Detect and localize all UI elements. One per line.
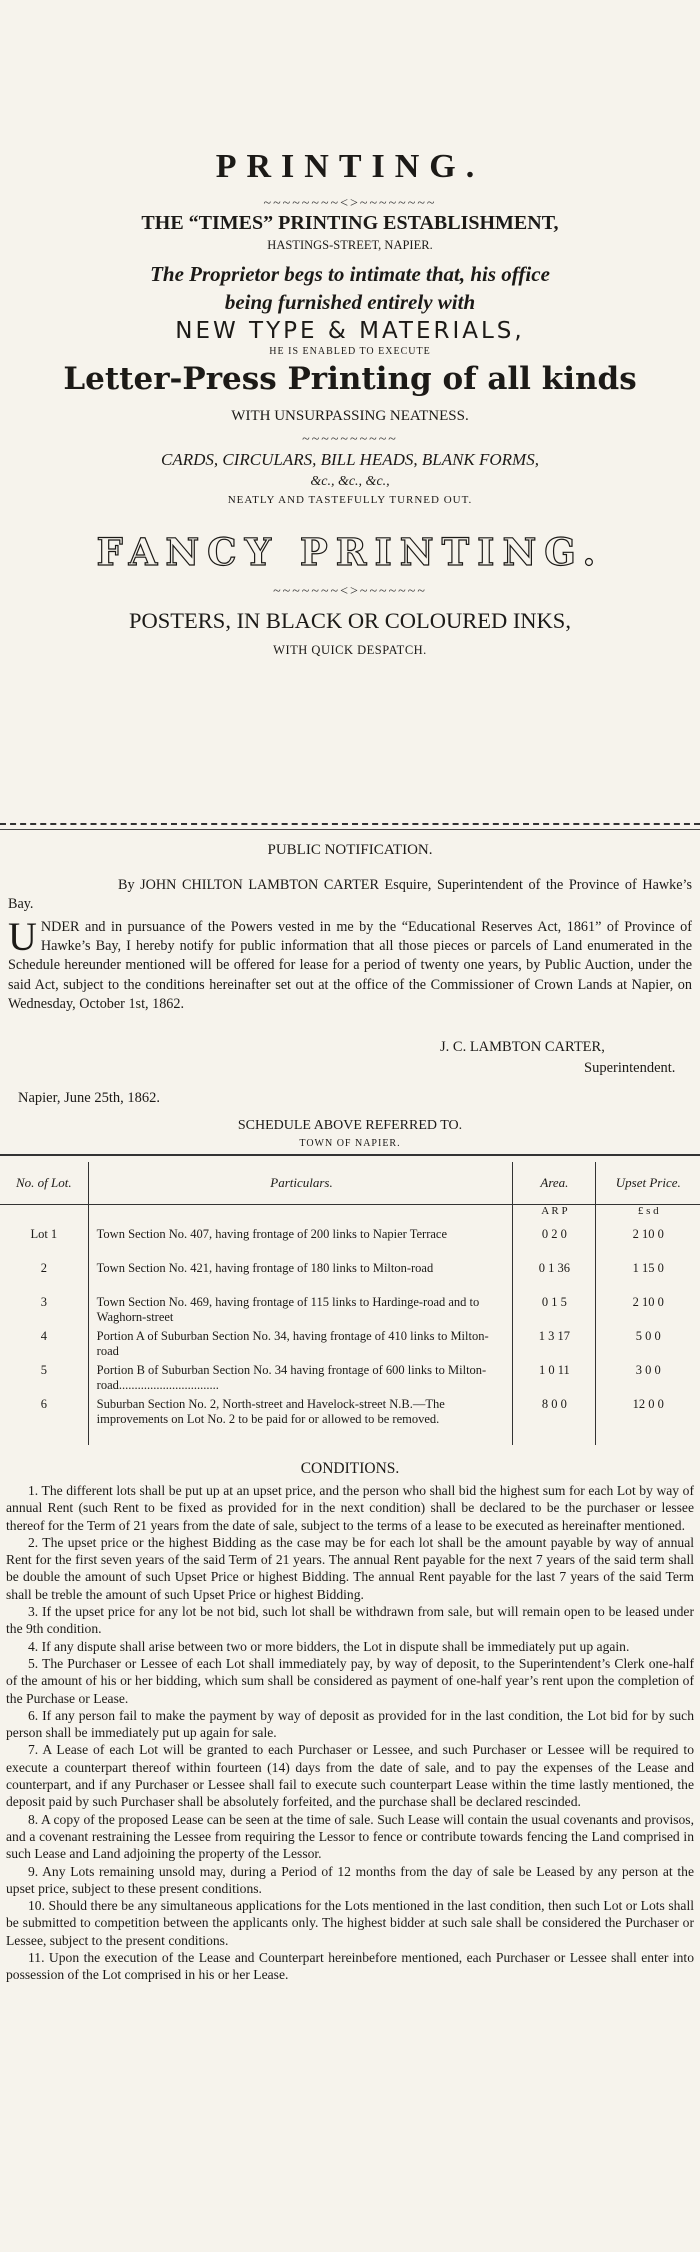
lot-price: 12 0 0 <box>632 1397 664 1411</box>
separator-rule <box>0 823 700 825</box>
lot-number: 3 <box>0 1295 88 1329</box>
lot-particulars: Town Section No. 421, having frontage of 180 links to Milton-road <box>88 1261 513 1295</box>
advert-new-type: NEW TYPE & MATERIALS, <box>175 318 525 344</box>
lot-number: 4 <box>0 1329 88 1363</box>
lot-price: 1 15 0 <box>632 1261 664 1275</box>
advert-fancy-printing: FANCY PRINTING. <box>96 530 604 574</box>
advert-title: PRINTING. <box>215 148 485 185</box>
condition-item: 5. The Purchaser or Lessee of each Lot shall immediately pay, by way of deposit, to the Superintendent’s Clerk one-half of the amount of his or her bidding, which sum shall be considered as payment of one-half year’s rent upon the completion of the Purchase or Lease. <box>6 1655 694 1706</box>
lot-particulars: Town Section No. 407, having frontage of 200 links to Napier Terrace <box>88 1227 513 1261</box>
lot-price: 2 10 0 <box>632 1227 664 1241</box>
advert-letterpress: Letter-Press Printing of all kinds <box>63 361 637 397</box>
advert-neatness: WITH UNSURPASSING NEATNESS. <box>231 408 469 424</box>
header-lot: No. of Lot. <box>0 1162 88 1205</box>
conditions-heading: CONDITIONS. <box>300 1460 400 1477</box>
area-units: A R P <box>513 1205 596 1228</box>
lot-number: 5 <box>0 1363 88 1397</box>
condition-item: 3. If the upset price for any lot be not bid, such lot shall be withdrawn from sale, but will remain open to be leased under the 9th condition. <box>6 1604 694 1637</box>
advert-ornament3: ~~~~~~~<>~~~~~~~ <box>273 584 427 599</box>
condition-item: 11. Upon the execution of the Lease and Counterpart hereinbefore mentioned, each Purchaser or Lessee shall enter into possession of the Lot comprised in his or her Lease. <box>6 1950 694 1983</box>
lot-area: 1 0 11 <box>513 1363 596 1397</box>
table-row <box>0 1227 700 1261</box>
notice-heading: PUBLIC NOTIFICATION. <box>267 842 433 858</box>
advert-intro-line2: being furnished entirely with <box>224 290 476 314</box>
header-particulars: Particulars. <box>88 1162 513 1205</box>
lot-particulars: Portion A of Suburban Section No. 34, having frontage of 410 links to Milton-road <box>88 1329 513 1363</box>
table-row <box>0 1261 700 1295</box>
condition-item: 9. Any Lots remaining unsold may, during a Period of 12 months from the day of sale be Leased by any person at the upset price, subject to these present conditions. <box>6 1863 694 1896</box>
notice-date: Napier, June 25th, 1862. <box>18 1090 160 1106</box>
table-row <box>0 1295 700 1329</box>
notice-body-text: NDER and in pursuance of the Powers vested in me by the “Educational Reserves Act, 1861” of Province of Hawke’s Bay, I hereby notify for public information that all those pieces or parcels of Land enumerated in the Schedule hereunder mentioned will be offered for lease for a period of twenty one years, by Public Auction, under the said Act, subject to the conditions hereinafter set out at the office of the Commissioner of Crown Lands at Napier, on Wednesday, October 1st, 1862. <box>8 919 692 1012</box>
advert-posters: POSTERS, IN BLACK OR COLOURED INKS, <box>129 608 571 633</box>
advert-despatch: WITH QUICK DESPATCH. <box>273 643 427 657</box>
advert-ornament2: ~~~~~~~~~~ <box>302 432 398 447</box>
advert-turned-out: NEATLY AND TASTEFULLY TURNED OUT. <box>227 494 473 506</box>
advert-intro-line1: The Proprietor begs to intimate that, his office <box>150 262 550 286</box>
notice-body <box>8 914 692 1014</box>
notice-by-line: By JOHN CHILTON LAMBTON CARTER Esquire, Superintendent of the Province of Hawke’s Bay. <box>8 877 692 913</box>
schedule-top-rule <box>0 1154 700 1156</box>
lot-particulars: Portion B of Suburban Section No. 34 having frontage of 600 links to Milton-road................................ <box>88 1363 513 1397</box>
table-row <box>0 1329 700 1363</box>
advert-cards: CARDS, CIRCULARS, BILL HEADS, BLANK FORMS, <box>161 450 539 469</box>
condition-item: 4. If any dispute shall arise between two or more bidders, the Lot in dispute shall be immediately put up again. <box>28 1638 630 1654</box>
condition-item: 6. If any person fail to make the payment by way of deposit as provided for in the last condition, the Lot bid for by such person shall be immediately put up again for sale. <box>6 1707 694 1741</box>
lot-price: 2 10 0 <box>632 1295 664 1309</box>
notice-dropcap: U <box>8 914 37 959</box>
lot-price: 3 0 0 <box>635 1363 661 1377</box>
advert-establishment: THE “TIMES” PRINTING ESTABLISHMENT, <box>141 212 559 234</box>
advert-ornament: ~~~~~~~~<>~~~~~~~~ <box>263 196 437 211</box>
advert-etc: &c., &c., &c., <box>310 474 390 489</box>
schedule-heading: SCHEDULE ABOVE REFERRED TO. <box>237 1118 463 1133</box>
advert-enabled: HE IS ENABLED TO EXECUTE <box>269 346 431 357</box>
advert-address: HASTINGS-STREET, NAPIER. <box>267 238 433 252</box>
condition-item: 2. The upset price or the highest Bidding as the case may be for each lot shall be the amount payable by way of annual Rent for the first seven years of the said Term of 21 years. The annual Rent payable for the next 7 years of the said term shall be double the amount of such Upset Price or highest Bidding. The annual Rent payable for the last 7 years of the said Term shall be treble the amount of such Upset Price or highest Bidding. <box>6 1534 694 1602</box>
separator-rule-thin <box>0 829 700 830</box>
lot-area: 0 1 5 <box>513 1295 596 1329</box>
lot-number: 6 <box>0 1397 88 1445</box>
lot-area: 1 3 17 <box>513 1329 596 1363</box>
header-price: Upset Price. <box>596 1162 700 1205</box>
table-row <box>0 1363 700 1397</box>
lot-number: Lot 1 <box>0 1227 88 1261</box>
condition-item: 7. A Lease of each Lot will be granted to each Purchaser or Lessee, and such Purchaser or Lessee will be required to execute a counterpart thereof within fourteen (14) days from the date of sale, and to pay the expenses of the Lease and counterpart, and if any Purchaser or Lessee shall fail to execute such counterpart Lease within the time lastly mentioned, the deposit paid by such Purchaser shall be absolutely forfeited, and the purchase shall be declared rescinded. <box>6 1742 694 1810</box>
lot-number: 2 <box>0 1261 88 1295</box>
lot-particulars: Town Section No. 469, having frontage of 115 links to Hardinge-road and to Waghorn-street <box>88 1295 513 1329</box>
notice-signature: J. C. LAMBTON CARTER, <box>440 1039 605 1055</box>
header-area: Area. <box>513 1162 596 1205</box>
lot-particulars: Suburban Section No. 2, North-street and Havelock-street N.B.—The improvements on Lot No. 2 to be paid for or allowed to be removed. <box>88 1397 513 1445</box>
lot-area: 8 0 0 <box>513 1397 596 1445</box>
schedule-table <box>0 1162 700 1445</box>
schedule-subheading: TOWN OF NAPIER. <box>299 1138 401 1149</box>
lot-area: 0 1 36 <box>513 1261 596 1295</box>
notice-sig-title: Superintendent. <box>584 1060 676 1076</box>
conditions-list <box>6 1482 694 1984</box>
price-units: £ s d <box>637 1205 659 1217</box>
lot-price: 5 0 0 <box>635 1329 661 1343</box>
lot-area: 0 2 0 <box>513 1227 596 1261</box>
condition-item: 10. Should there be any simultaneous applications for the Lots mentioned in the last condition, then such Lot or Lots shall be submitted to competition between the applicants only. The highest bidder at such sale shall be considered the Purchaser or Lessee, subject to the present conditions. <box>6 1898 694 1948</box>
table-row <box>0 1397 700 1445</box>
condition-item: 8. A copy of the proposed Lease can be seen at the time of sale. Such Lease will contain the usual covenants and provisos, and a covenant restraining the Lessee from requiring the Lessor to fence or contribute towards fencing the Land comprised in such Lease and Land adjoining the property of the Lessor. <box>6 1811 694 1862</box>
condition-item: 1. The different lots shall be put up at an upset price, and the person who shall bid the highest sum for each Lot by way of annual Rent (such Rent to be fixed as provided for in the next condition) shall be declared to be the purchaser or lessee thereof for the Term of 21 years from the date of sale, subject to the terms of a lease to be executed as hereinafter mentioned. <box>6 1483 694 1533</box>
